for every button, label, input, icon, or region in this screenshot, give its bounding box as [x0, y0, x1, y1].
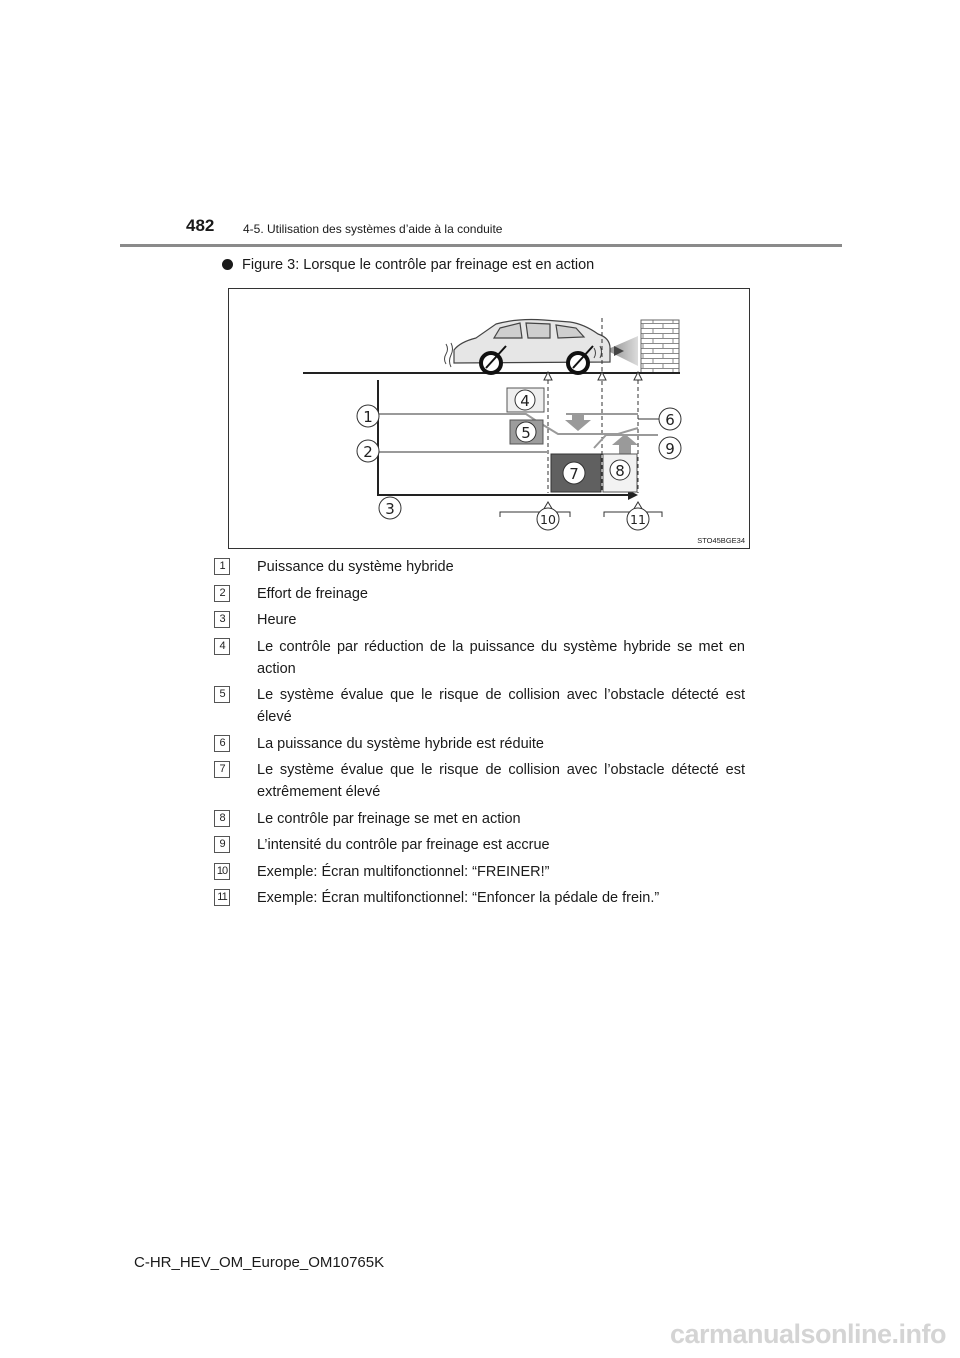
legend-item	[214, 636, 745, 680]
legend-number: 4	[214, 638, 230, 655]
legend-number: 8	[214, 810, 230, 827]
callout-5: 5	[521, 424, 531, 442]
legend-item	[214, 733, 745, 755]
legend-item	[214, 808, 745, 830]
figure-diagram	[228, 288, 750, 549]
legend-text: L’intensité du contrôle par freinage est accrue	[257, 837, 550, 853]
legend-number: 11	[214, 889, 230, 906]
legend-text: Le contrôle par freinage se met en action	[257, 810, 521, 827]
legend-item	[214, 887, 745, 909]
callout-4: 4	[520, 392, 530, 410]
callout-11: 11	[630, 512, 646, 527]
legend-number: 5	[214, 686, 230, 703]
header-rule	[120, 244, 842, 247]
callout-3: 3	[385, 500, 395, 518]
legend-text: Le système évalue que le risque de collision avec l’obstacle détecté est élevé	[257, 687, 745, 725]
legend-number: 3	[214, 611, 230, 628]
legend-text: Puissance du système hybride	[257, 559, 454, 575]
callout-10: 10	[540, 512, 556, 527]
section-title: 4-5. Utilisation des systèmes d’aide à la conduite	[243, 222, 503, 236]
legend-number: 1	[214, 558, 230, 575]
legend-text: Le contrôle par réduction de la puissance du système hybride se met en action	[257, 638, 745, 677]
figure-caption	[222, 257, 594, 273]
legend-item	[214, 861, 745, 883]
footer-document-id: C-HR_HEV_OM_Europe_OM10765K	[134, 1254, 385, 1271]
legend-text: Exemple: Écran multifonctionnel: “FREINER!”	[257, 863, 550, 880]
legend-text: Effort de freinage	[257, 585, 368, 602]
figure-caption-text: Figure 3: Lorsque le contrôle par freinage est en action	[242, 257, 595, 273]
wall	[641, 320, 679, 373]
legend-item	[214, 609, 745, 631]
callout-8: 8	[615, 462, 625, 480]
legend-number: 2	[214, 585, 230, 602]
legend-text: Heure	[257, 612, 297, 628]
legend-text: Le système évalue que le risque de collision avec l’obstacle détecté est extrêmement élevé	[257, 762, 745, 800]
legend-list	[214, 556, 745, 914]
callout-2: 2	[363, 443, 373, 461]
legend-item	[214, 684, 745, 728]
legend-text: Exemple: Écran multifonctionnel: “Enfoncer la pédale de frein.”	[257, 890, 660, 906]
legend-number: 10	[214, 863, 230, 880]
bullet-icon	[222, 259, 233, 270]
watermark: carmanualsonline.info	[669, 1319, 946, 1349]
figure-code: STO45BGE34	[697, 536, 745, 545]
legend-text: La puissance du système hybride est réduite	[257, 735, 544, 752]
legend-item	[214, 759, 745, 803]
legend-item	[214, 583, 745, 605]
callout-9: 9	[665, 440, 675, 458]
callout-6: 6	[665, 411, 675, 429]
legend-number: 6	[214, 735, 230, 752]
legend-number: 9	[214, 836, 230, 853]
legend-number: 7	[214, 761, 230, 778]
legend-item	[214, 834, 745, 856]
page-number: 482	[186, 216, 215, 235]
callout-1: 1	[363, 408, 373, 426]
legend-item	[214, 556, 745, 578]
callout-7: 7	[569, 465, 579, 483]
